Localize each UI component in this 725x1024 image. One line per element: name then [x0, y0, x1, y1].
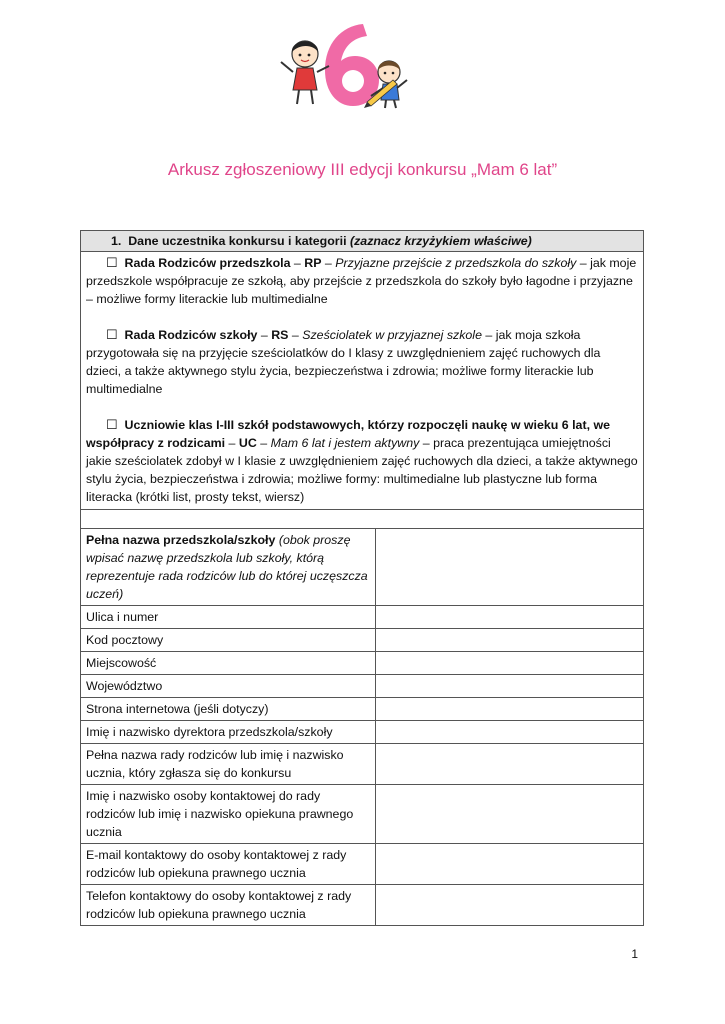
street-input[interactable] [375, 606, 643, 629]
field-row-contact-email [81, 844, 644, 885]
website-input[interactable] [375, 698, 643, 721]
separator: – [290, 256, 305, 270]
checkbox-rp[interactable]: ☐ [106, 255, 118, 270]
contact-person-input[interactable] [375, 785, 643, 844]
spacer-row [81, 510, 644, 529]
category-description: – praca prezentująca umiejętności jakie sześciolatek zdobył w I klasie z uwzględnieniem zajęć ruchowych dla dzieci, a także aktywnego stylu życia, bezpieczeństwa i zdrowia; możliwe formy: multimedialne lub plastyczne lub forma literacka (krótki list, prosty tekst, wiersz) [86, 436, 638, 504]
section-note: (zaznacz krzyżykiem właściwe) [349, 234, 532, 248]
field-hint: (obok proszę wpisać nazwę przedszkola lub szkoły, którą reprezentuje rada rodziców lub do której uczęszcza uczeń) [86, 533, 368, 601]
field-label: Miejscowość [81, 652, 376, 675]
kids-with-six-logo-icon [275, 18, 415, 110]
field-row-director [81, 721, 644, 744]
category-code: RP [304, 256, 322, 270]
contact-phone-input[interactable] [375, 885, 643, 926]
field-label: Imię i nazwisko osoby kontaktowej do rady rodziców lub imię i nazwisko opiekuna prawnego ucznia [81, 785, 376, 844]
postal-code-input[interactable] [375, 629, 643, 652]
category-theme: Mam 6 lat i jestem aktywny [270, 436, 420, 450]
categories-cell [81, 252, 644, 510]
category-description: – jak moja szkoła przygotowała się na przyjęcie sześciolatków do I klasy z uwzględnieniem zajęć ruchowych dla dzieci, a także aktywnego stylu życia, bezpieczeństwa i zdrowia; możliwe formy literackie lub multimedialne [86, 328, 601, 396]
field-row-street [81, 606, 644, 629]
council-name-input[interactable] [375, 744, 643, 785]
category-rs [86, 326, 638, 398]
field-row-contact-person [81, 785, 644, 844]
field-row-school-name [81, 529, 644, 606]
category-rp [86, 254, 638, 308]
section-header-row [81, 231, 644, 252]
separator: – [288, 328, 303, 342]
category-name: Rada Rodziców przedszkola [124, 256, 291, 270]
field-label [81, 529, 376, 606]
field-label: E-mail kontaktowy do osoby kontaktowej z rady rodziców lub opiekuna prawnego ucznia [81, 844, 376, 885]
category-description: – jak moje przedszkole współpracuje ze szkołą, aby przejście z przedszkola do szkoły było łagodne i przyjazne – możliwe formy literackie lub multimedialne [86, 256, 637, 306]
category-code: RS [271, 328, 289, 342]
school-name-input[interactable] [375, 529, 643, 606]
director-input[interactable] [375, 721, 643, 744]
separator: – [321, 256, 336, 270]
category-name: Uczniowie klas I-III szkół podstawowych, którzy rozpoczęli naukę w wieku 6 lat, we współpracy z rodzicami [86, 418, 610, 450]
page-number: 1 [631, 947, 638, 961]
field-label: Telefon kontaktowy do osoby kontaktowej z rady rodziców lub opiekuna prawnego ucznia [81, 885, 376, 926]
separator: – [225, 436, 239, 450]
section-number: 1. [111, 234, 122, 248]
checkbox-uc[interactable]: ☐ [106, 417, 118, 432]
section-title: Dane uczestnika konkursu i kategorii [128, 234, 347, 248]
separator: – [257, 328, 272, 342]
category-theme: Sześciolatek w przyjaznej szkole [302, 328, 482, 342]
category-uc [86, 416, 638, 506]
categories-row [81, 252, 644, 510]
separator: – [256, 436, 271, 450]
page-title: Arkusz zgłoszeniowy III edycji konkursu „Mam 6 lat” [167, 160, 558, 179]
field-label: Ulica i numer [81, 606, 376, 629]
province-input[interactable] [375, 675, 643, 698]
checkbox-rs[interactable]: ☐ [106, 327, 118, 342]
field-label: Województwo [81, 675, 376, 698]
field-row-postal [81, 629, 644, 652]
field-label: Pełna nazwa rady rodziców lub imię i nazwisko ucznia, który zgłasza się do konkursu [81, 744, 376, 785]
field-row-province [81, 675, 644, 698]
section-header [81, 231, 644, 252]
field-row-website [81, 698, 644, 721]
city-input[interactable] [375, 652, 643, 675]
field-row-contact-phone [81, 885, 644, 926]
category-name: Rada Rodziców szkoły [124, 328, 258, 342]
field-label: Strona internetowa (jeśli dotyczy) [81, 698, 376, 721]
field-row-city [81, 652, 644, 675]
category-theme: Przyjazne przejście z przedszkola do szkoły [335, 256, 577, 270]
field-row-council-name [81, 744, 644, 785]
field-label: Kod pocztowy [81, 629, 376, 652]
category-code: UC [238, 436, 257, 450]
contact-email-input[interactable] [375, 844, 643, 885]
field-label: Imię i nazwisko dyrektora przedszkola/szkoły [81, 721, 376, 744]
application-form-table [80, 230, 644, 926]
field-label-bold: Pełna nazwa przedszkola/szkoły [86, 533, 276, 547]
